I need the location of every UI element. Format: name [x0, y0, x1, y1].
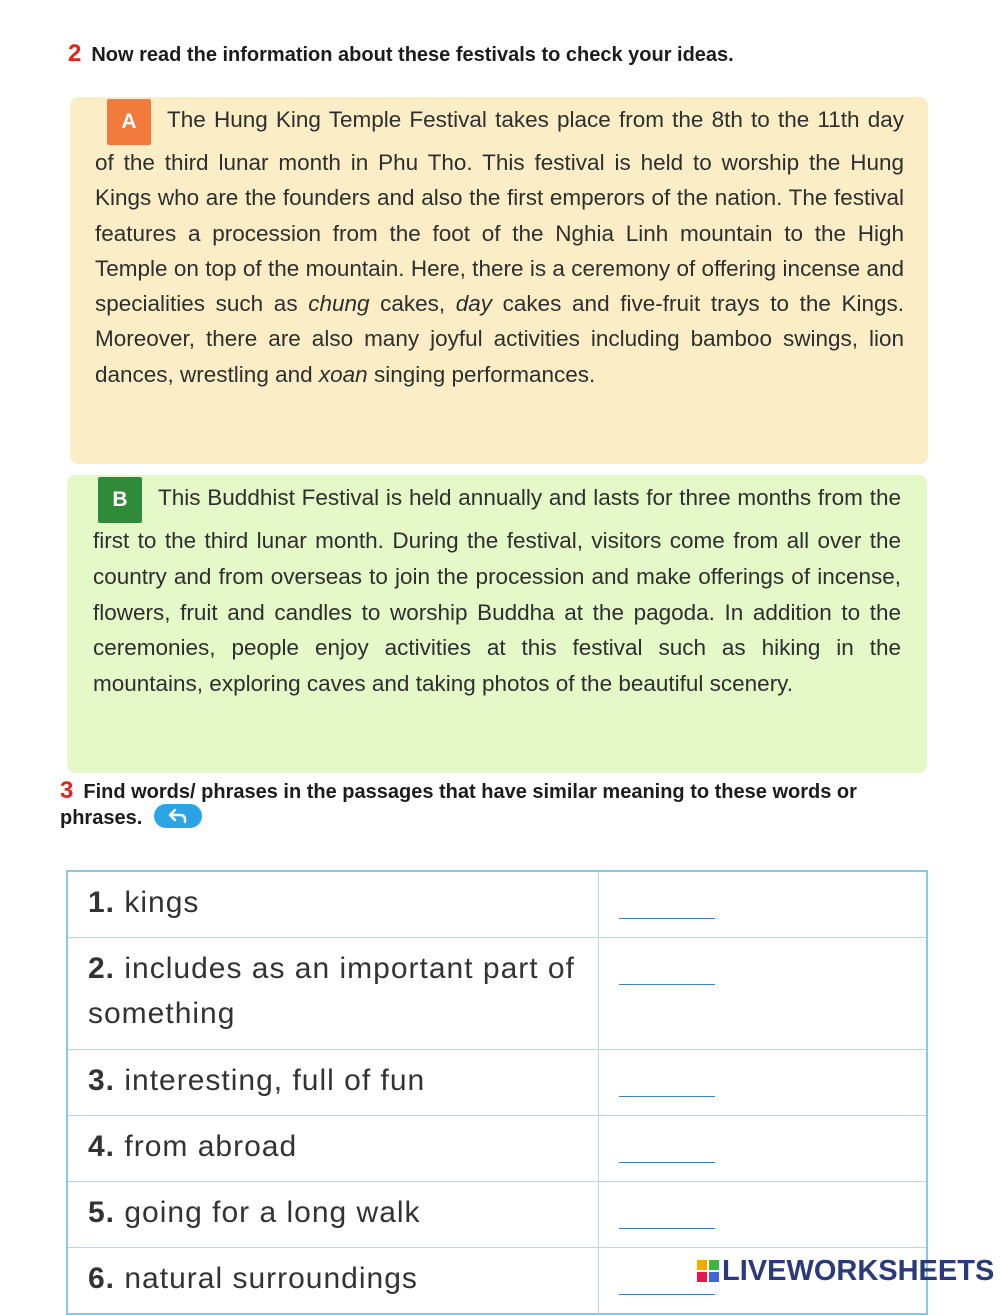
item-text: natural surroundings	[124, 1262, 418, 1295]
italic-term: day	[455, 291, 493, 317]
liveworksheets-logo	[697, 1254, 994, 1288]
logo-block	[709, 1260, 719, 1270]
logo-block	[697, 1272, 707, 1282]
passage-a-badge: A	[107, 99, 151, 145]
answer-cell	[599, 1182, 928, 1248]
logo-wordmark: LIVEWORKSHEETS	[722, 1254, 995, 1287]
italic-term: xoan	[318, 361, 368, 387]
answer-blank[interactable]	[619, 984, 715, 985]
answer-cell	[599, 938, 928, 1050]
passage-a-text: The Hung King Temple Festival takes place from the 8th to the 11th day of the third lunar month in Phu Tho. This festival is held to worship the Hung Kings who are the founders and also the first emperors of the nation. The festival features a procession from the foot of the Nghia Linh mountain to the High Temple on top of the mountain. Here, there is a ceremony of offering incense and specialities such as	[95, 107, 904, 317]
prompt-cell	[67, 871, 599, 938]
passage-b-badge: B	[98, 477, 142, 523]
passage-b-text: This Buddhist Festival is held annually and lasts for three months from the first to the third lunar month. During the festival, visitors come from all over the country and from overseas to join the procession and make offerings of incense, flowers, fruit and candles to worship Buddha at the pagoda. In addition to the ceremonies, people enjoy activities at this festival such as hiking in the mountains, exploring caves and taking photos of the beautiful scenery.	[93, 485, 901, 697]
exercise-3-instruction: Find words/ phrases in the passages that have similar meaning to these words or phrases.	[60, 781, 857, 829]
undo-arrow-icon	[168, 808, 188, 824]
item-text: interesting, full of fun	[124, 1064, 426, 1097]
table-row	[67, 938, 927, 1050]
item-number: 5.	[88, 1196, 116, 1229]
prompt-cell	[67, 1182, 599, 1248]
table-row	[67, 1050, 927, 1116]
prompt-cell	[67, 938, 599, 1050]
logo-block	[709, 1272, 719, 1282]
answer-blank[interactable]	[619, 918, 715, 919]
answer-cell	[599, 1116, 928, 1182]
passage-a-text: singing performances.	[367, 361, 596, 387]
passage-a-text: cakes,	[369, 291, 456, 317]
item-number: 1.	[88, 886, 116, 919]
item-number: 4.	[88, 1130, 116, 1163]
passage-a	[70, 97, 928, 464]
answer-cell	[599, 871, 928, 938]
item-number: 3.	[88, 1064, 116, 1097]
prompt-cell	[67, 1050, 599, 1116]
prompt-cell	[67, 1248, 599, 1315]
exercise-2-instruction: Now read the information about these festivals to check your ideas.	[91, 44, 734, 66]
exercise-3-heading	[60, 778, 920, 831]
table-row	[67, 871, 927, 938]
item-text: kings	[124, 886, 200, 919]
table-row	[67, 1182, 927, 1248]
item-text: includes as an important part of something	[88, 952, 575, 1030]
answer-blank[interactable]	[619, 1228, 715, 1229]
item-number: 6.	[88, 1262, 116, 1295]
answer-blank[interactable]	[619, 1096, 715, 1097]
logo-block	[697, 1260, 707, 1270]
answer-blank[interactable]	[619, 1294, 715, 1295]
exercise-number: 2	[68, 40, 82, 67]
answer-table	[66, 870, 928, 1315]
table-row	[67, 1116, 927, 1182]
italic-term: chung	[308, 291, 370, 317]
item-text: going for a long walk	[124, 1196, 421, 1229]
logo-blocks-icon	[697, 1260, 719, 1282]
prompt-cell	[67, 1116, 599, 1182]
audio-back-button[interactable]	[154, 804, 202, 828]
item-number: 2.	[88, 952, 116, 985]
answer-cell	[599, 1050, 928, 1116]
passage-b	[67, 475, 927, 773]
answer-blank[interactable]	[619, 1162, 715, 1163]
exercise-number: 3	[60, 777, 74, 804]
item-text: from abroad	[124, 1130, 298, 1163]
exercise-2-heading	[68, 40, 734, 68]
passage-a-text: cakes and five-fruit trays to the Kings. Moreover, there are also many joyful activities including bamboo swings, lion dances, wrestling and	[95, 291, 904, 387]
